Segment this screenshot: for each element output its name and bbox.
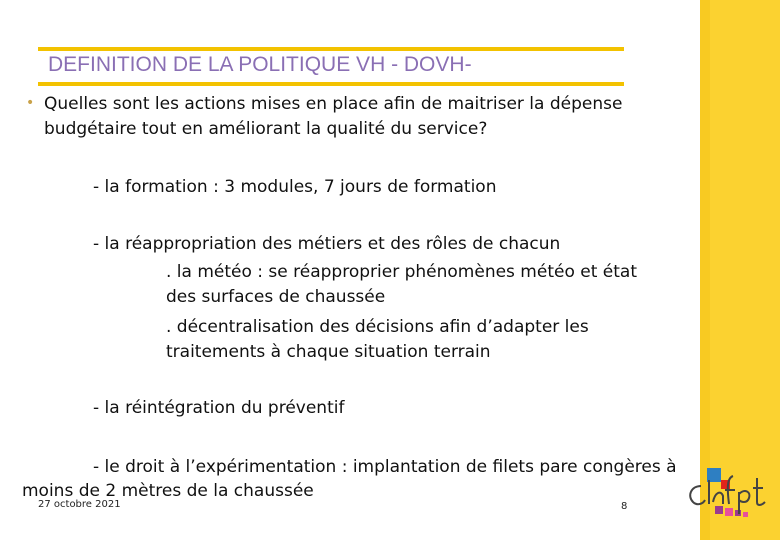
right-accent-band-edge — [700, 0, 710, 540]
title-top-rule — [38, 47, 624, 51]
right-accent-band — [700, 0, 780, 540]
subitem-decentralisation: . décentralisation des décisions afin d’adapter les traitements à chaque situation terrain — [166, 317, 589, 362]
item-droit-line2: moins de 2 mètres de la chaussée — [22, 481, 314, 501]
item-formation: - la formation : 3 modules, 7 jours de formation — [93, 177, 497, 197]
cnfpt-logo-icon — [683, 462, 779, 528]
bullet-dot-icon: • — [26, 95, 35, 111]
footer-date: 27 octobre 2021 — [38, 499, 121, 510]
slide-title: DEFINITION DE LA POLITIQUE VH - DOVH- — [48, 53, 472, 76]
title-bottom-rule — [38, 82, 624, 86]
question-text: Quelles sont les actions mises en place afin de maitriser la dépense budgétaire tout en améliorant la qualité du service? — [44, 94, 623, 139]
item-droit-line1: - le droit à l’expérimentation : implantation de filets pare congères à — [93, 457, 677, 477]
footer-page-number: 8 — [621, 501, 628, 512]
item-reappropriation: - la réappropriation des métiers et des rôles de chacun — [93, 234, 561, 254]
item-preventif: - la réintégration du préventif — [93, 398, 345, 418]
subitem-meteo: . la météo : se réapproprier phénomènes météo et état des surfaces de chaussée — [166, 262, 637, 307]
cnfpt-logo — [683, 462, 780, 528]
